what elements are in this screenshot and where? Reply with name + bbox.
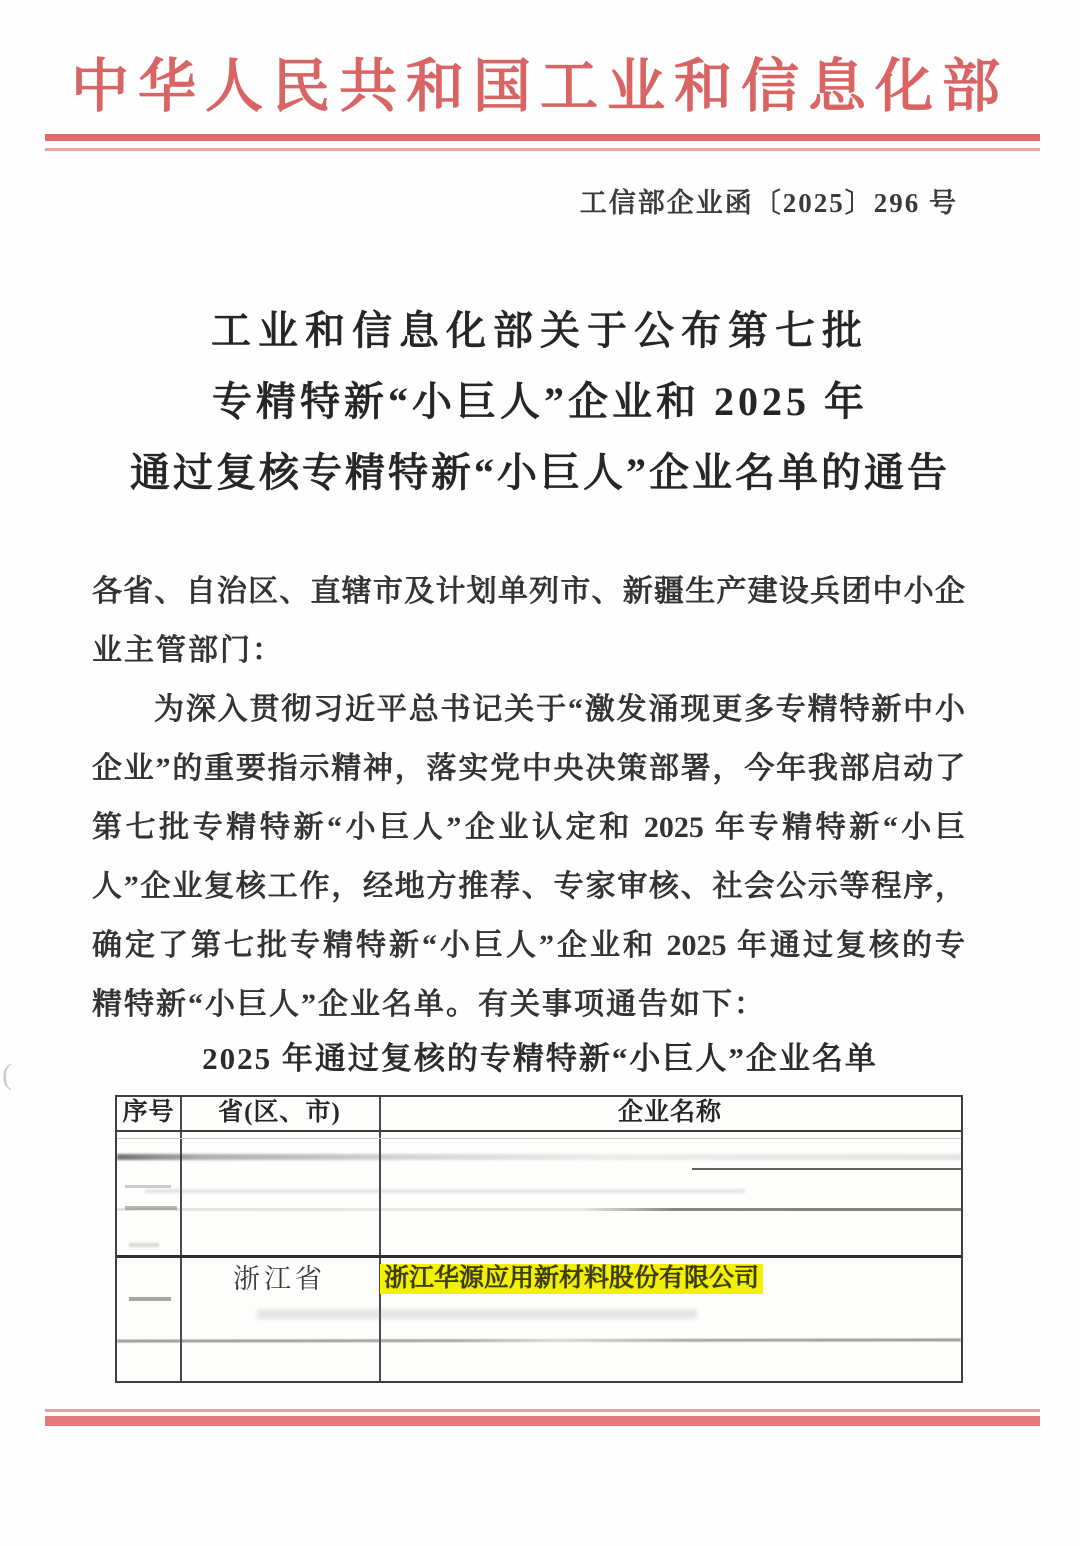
table-header-company: 企业名称 [617, 1099, 722, 1126]
body-line-8: 精特新“小巨人”企业名单。有关事项通告如下： [92, 988, 766, 1021]
redacted-seq-dash [125, 1206, 177, 1210]
notice-title-line-1: 工业和信息化部关于公布第七批 [211, 308, 869, 353]
notice-body [92, 562, 965, 1034]
redacted-row-line [117, 1208, 961, 1211]
masthead-rule-thin [45, 148, 1040, 151]
table-header-province: 省(区、市) [218, 1099, 341, 1126]
body-line-3: 为深入贯彻习近平总书记关于“激发涌现更多专精特新中小 [154, 693, 965, 726]
body-line-7: 确定了第七批专精特新“小巨人”企业和 2025 年通过复核的专 [92, 929, 965, 962]
table-header-seq: 序号 [122, 1099, 175, 1126]
highlighted-company-name: 浙江华源应用新材料股份有限公司 [380, 1264, 763, 1294]
body-line-2: 业主管部门： [92, 634, 284, 667]
body-line-4: 企业”的重要指示精神，落实党中央决策部署，今年我部启动了 [92, 752, 965, 785]
body-line-5: 第七批专精特新“小巨人”企业认定和 2025 年专精特新“小巨 [92, 811, 965, 844]
body-line-1: 各省、自治区、直辖市及计划单列市、新疆生产建设兵团中小企 [92, 575, 965, 608]
footer-rule-thin [45, 1409, 1040, 1412]
table-header-row [117, 1097, 961, 1132]
table-header-underline [117, 1138, 961, 1139]
document-number: 工信部企业函〔2025〕296 号 [579, 188, 958, 218]
scan-smudge-line [117, 1338, 961, 1342]
scan-artifact-mark: ( [2, 1058, 12, 1091]
body-line-6: 人”企业复核工作，经地方推荐、专家审核、社会公示等程序， [92, 870, 965, 903]
company-list-subtitle: 2025 年通过复核的专精特新“小巨人”企业名单 [202, 1041, 878, 1076]
redacted-seq-dash [129, 1243, 159, 1247]
redacted-seq-dash [125, 1185, 171, 1188]
masthead-rule-thick [45, 134, 1040, 141]
redacted-seq-dash [129, 1297, 171, 1301]
table-column-divider-1 [180, 1097, 182, 1381]
table-section-divider [117, 1255, 961, 1258]
faded-ghost-text [257, 1309, 697, 1319]
province-cell: 浙江省 [233, 1264, 326, 1294]
redacted-row-smudge [145, 1189, 745, 1193]
notice-title-line-3: 通过复核专精特新“小巨人”企业名单的通告 [130, 450, 950, 495]
redacted-row-line [692, 1168, 961, 1170]
company-list-table [115, 1095, 963, 1383]
footer-rule-thick [45, 1416, 1040, 1426]
notice-title-line-2: 专精特新“小巨人”企业和 2025 年 [212, 379, 868, 424]
redacted-row-smudge [117, 1154, 961, 1160]
ministry-masthead-title: 中华人民共和国工业和信息化部 [70, 54, 1009, 119]
